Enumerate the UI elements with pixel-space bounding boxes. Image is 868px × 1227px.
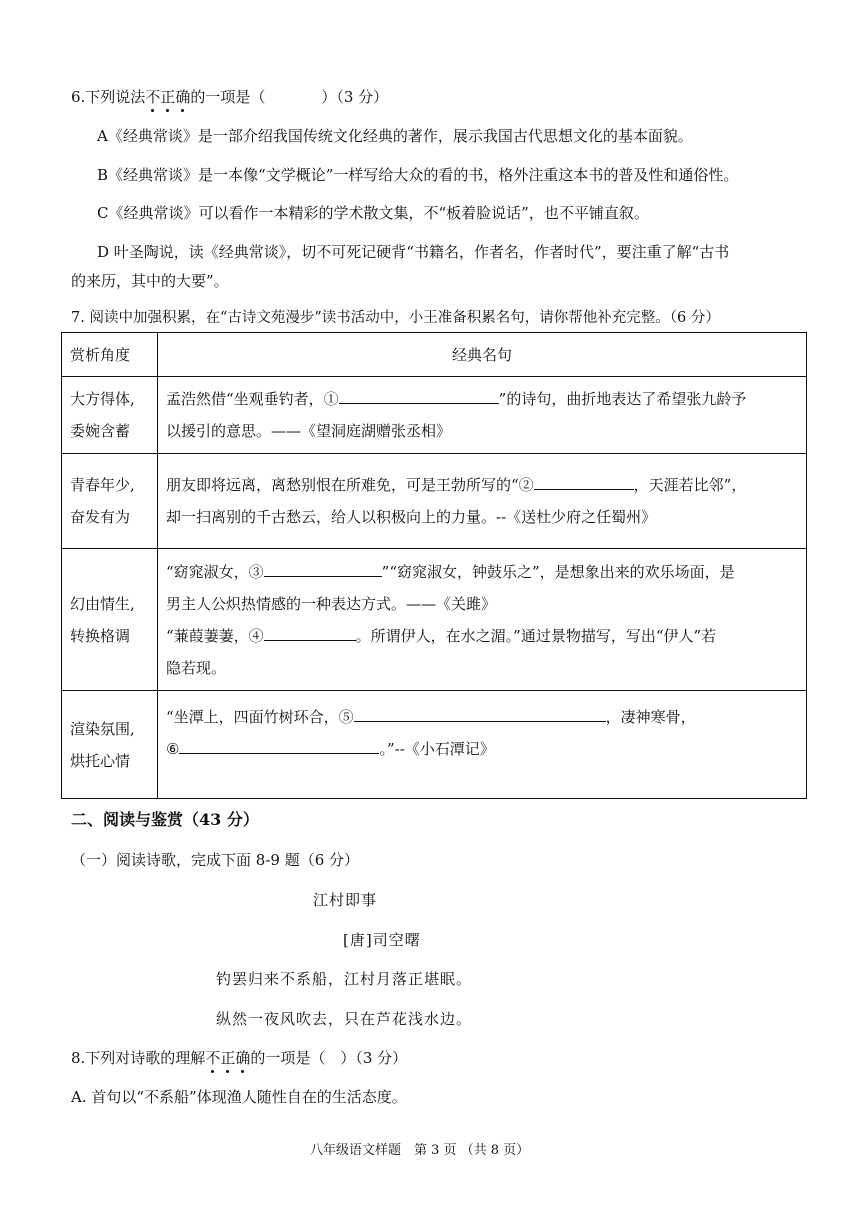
text: “蒹葭萋萋，④ [166, 626, 264, 645]
table-row [62, 454, 807, 549]
dotted-char: 确 [175, 88, 191, 106]
text: ⑥ [166, 740, 180, 758]
row-angle [62, 549, 158, 691]
text: ”“窈窕淑女，钟鼓乐之”，是想象出来的欢乐场面，是 [381, 562, 735, 581]
q6-stem [71, 86, 388, 107]
table-row [62, 549, 807, 691]
text: 朋友即将远离，离愁别恨在所难免，可是王勃所写的“② [166, 476, 534, 494]
text: 。”--《小石潭记》 [379, 740, 495, 758]
poem-table [61, 332, 807, 799]
blank-6[interactable] [179, 739, 379, 754]
table-header-row [62, 333, 807, 377]
angle-line: 大方得体, [70, 390, 135, 408]
blank-5[interactable] [354, 707, 606, 722]
angle-line: 渲染氛围, [70, 719, 135, 738]
q8-option-a: A. 首句以“不系船”体现渔人随性自在的生活态度。 [71, 1088, 407, 1106]
row-content [158, 454, 807, 549]
table-row [62, 377, 807, 454]
text: 却一扫离别的千古愁云，给人以积极向上的力量。--《送杜少府之任蜀州》 [166, 508, 657, 526]
text: “坐潭上，四面竹树环合，⑤ [166, 708, 354, 726]
dotted-char: 确 [235, 1049, 251, 1067]
table-row [62, 691, 807, 799]
dotted-char: 正 [220, 1049, 236, 1067]
text: “窈窕淑女，③ [166, 562, 264, 581]
angle-line: 转换格调 [70, 626, 131, 645]
poem-line: 钓罢归来不系船，江村月落正堪眠。 [216, 970, 473, 988]
text: 。所谓伊人，在水之湄。”通过景物描写，写出“伊人”若 [355, 626, 717, 645]
row-content [158, 691, 807, 799]
q6-stem-pre: 6.下列说法 [71, 88, 146, 106]
row-angle [62, 691, 158, 799]
header-quotes: 经典名句 [158, 333, 807, 377]
dotted-char: 正 [160, 88, 176, 106]
text: ”的诗句，曲折地表达了希望张九龄予 [498, 390, 747, 408]
dotted-char: 不 [145, 88, 161, 106]
page-footer: 八年级语文样题 第 3 页 （共 8 页） [310, 1143, 530, 1158]
row-angle [62, 454, 158, 549]
text: ，天涯若比邻”， [633, 476, 747, 494]
q6-option-b: B《经典常谈》是一本像“文学概论”一样写给大众的看的书，格外注重这本书的普及性和通俗性。 [97, 166, 739, 184]
q6-option-c: C《经典常谈》可以看作一本精彩的学术散文集，不“板着脸说话”，也不平铺直叙。 [97, 204, 649, 222]
q6-stem-end: ）（3 分） [321, 88, 389, 106]
angle-line: 幻由情生, [70, 594, 135, 613]
poem-title: 江村即事 [313, 891, 378, 909]
text: ，凄神寒骨， [605, 708, 696, 726]
blank-4[interactable] [264, 626, 356, 641]
q6-option-d: D 叶圣陶说，读《经典常谈》，切不可死记硬背“书籍名，作者名，作者时代”，要注重了解“古书 [97, 243, 730, 261]
dotted-char: 不 [205, 1049, 221, 1067]
row-angle [62, 377, 158, 454]
q8-stem [71, 1047, 407, 1068]
row-content [158, 549, 807, 691]
q8-stem-post: 的一项是（ ）（3 分） [250, 1049, 408, 1067]
text: 以援引的意思。——《望洞庭湖赠张丞相》 [166, 422, 452, 440]
poem-author: [唐]司空曙 [343, 931, 421, 949]
poem-line: 纵然一夜风吹去，只在芦花浅水边。 [216, 1010, 473, 1028]
angle-line: 烘托心情 [70, 751, 131, 770]
text: 男主人公炽热情感的一种表达方式。——《关雎》 [166, 594, 497, 613]
header-angle: 赏析角度 [62, 333, 158, 377]
section-title: 二、阅读与鉴赏（43 分） [71, 810, 259, 829]
angle-line: 青春年少, [70, 476, 135, 494]
row-content [158, 377, 807, 454]
q6-option-d-line2: 的来历，其中的大要”。 [71, 272, 229, 290]
section-subtitle: （一）阅读诗歌，完成下面 8-9 题（6 分） [71, 851, 360, 869]
q8-stem-pre: 8.下列对诗歌的理解 [71, 1049, 206, 1067]
q6-stem-post: 的一项是（ [190, 88, 266, 106]
blank-3[interactable] [264, 562, 382, 577]
angle-line: 委婉含蓄 [70, 422, 131, 440]
angle-line: 奋发有为 [70, 508, 131, 526]
q6-option-a: A《经典常谈》是一部介绍我国传统文化经典的著作，展示我国古代思想文化的基本面貌。 [97, 127, 693, 145]
q7-stem: 7. 阅读中加强积累，在“古诗文苑漫步”读书活动中，小王准备积累名句，请你帮他补充完整。（6 分） [71, 310, 720, 326]
blank-1[interactable] [339, 389, 499, 404]
blank-2[interactable] [534, 475, 634, 490]
text: 孟浩然借“坐观垂钓者，① [166, 390, 339, 408]
text: 隐若现。 [166, 658, 227, 677]
